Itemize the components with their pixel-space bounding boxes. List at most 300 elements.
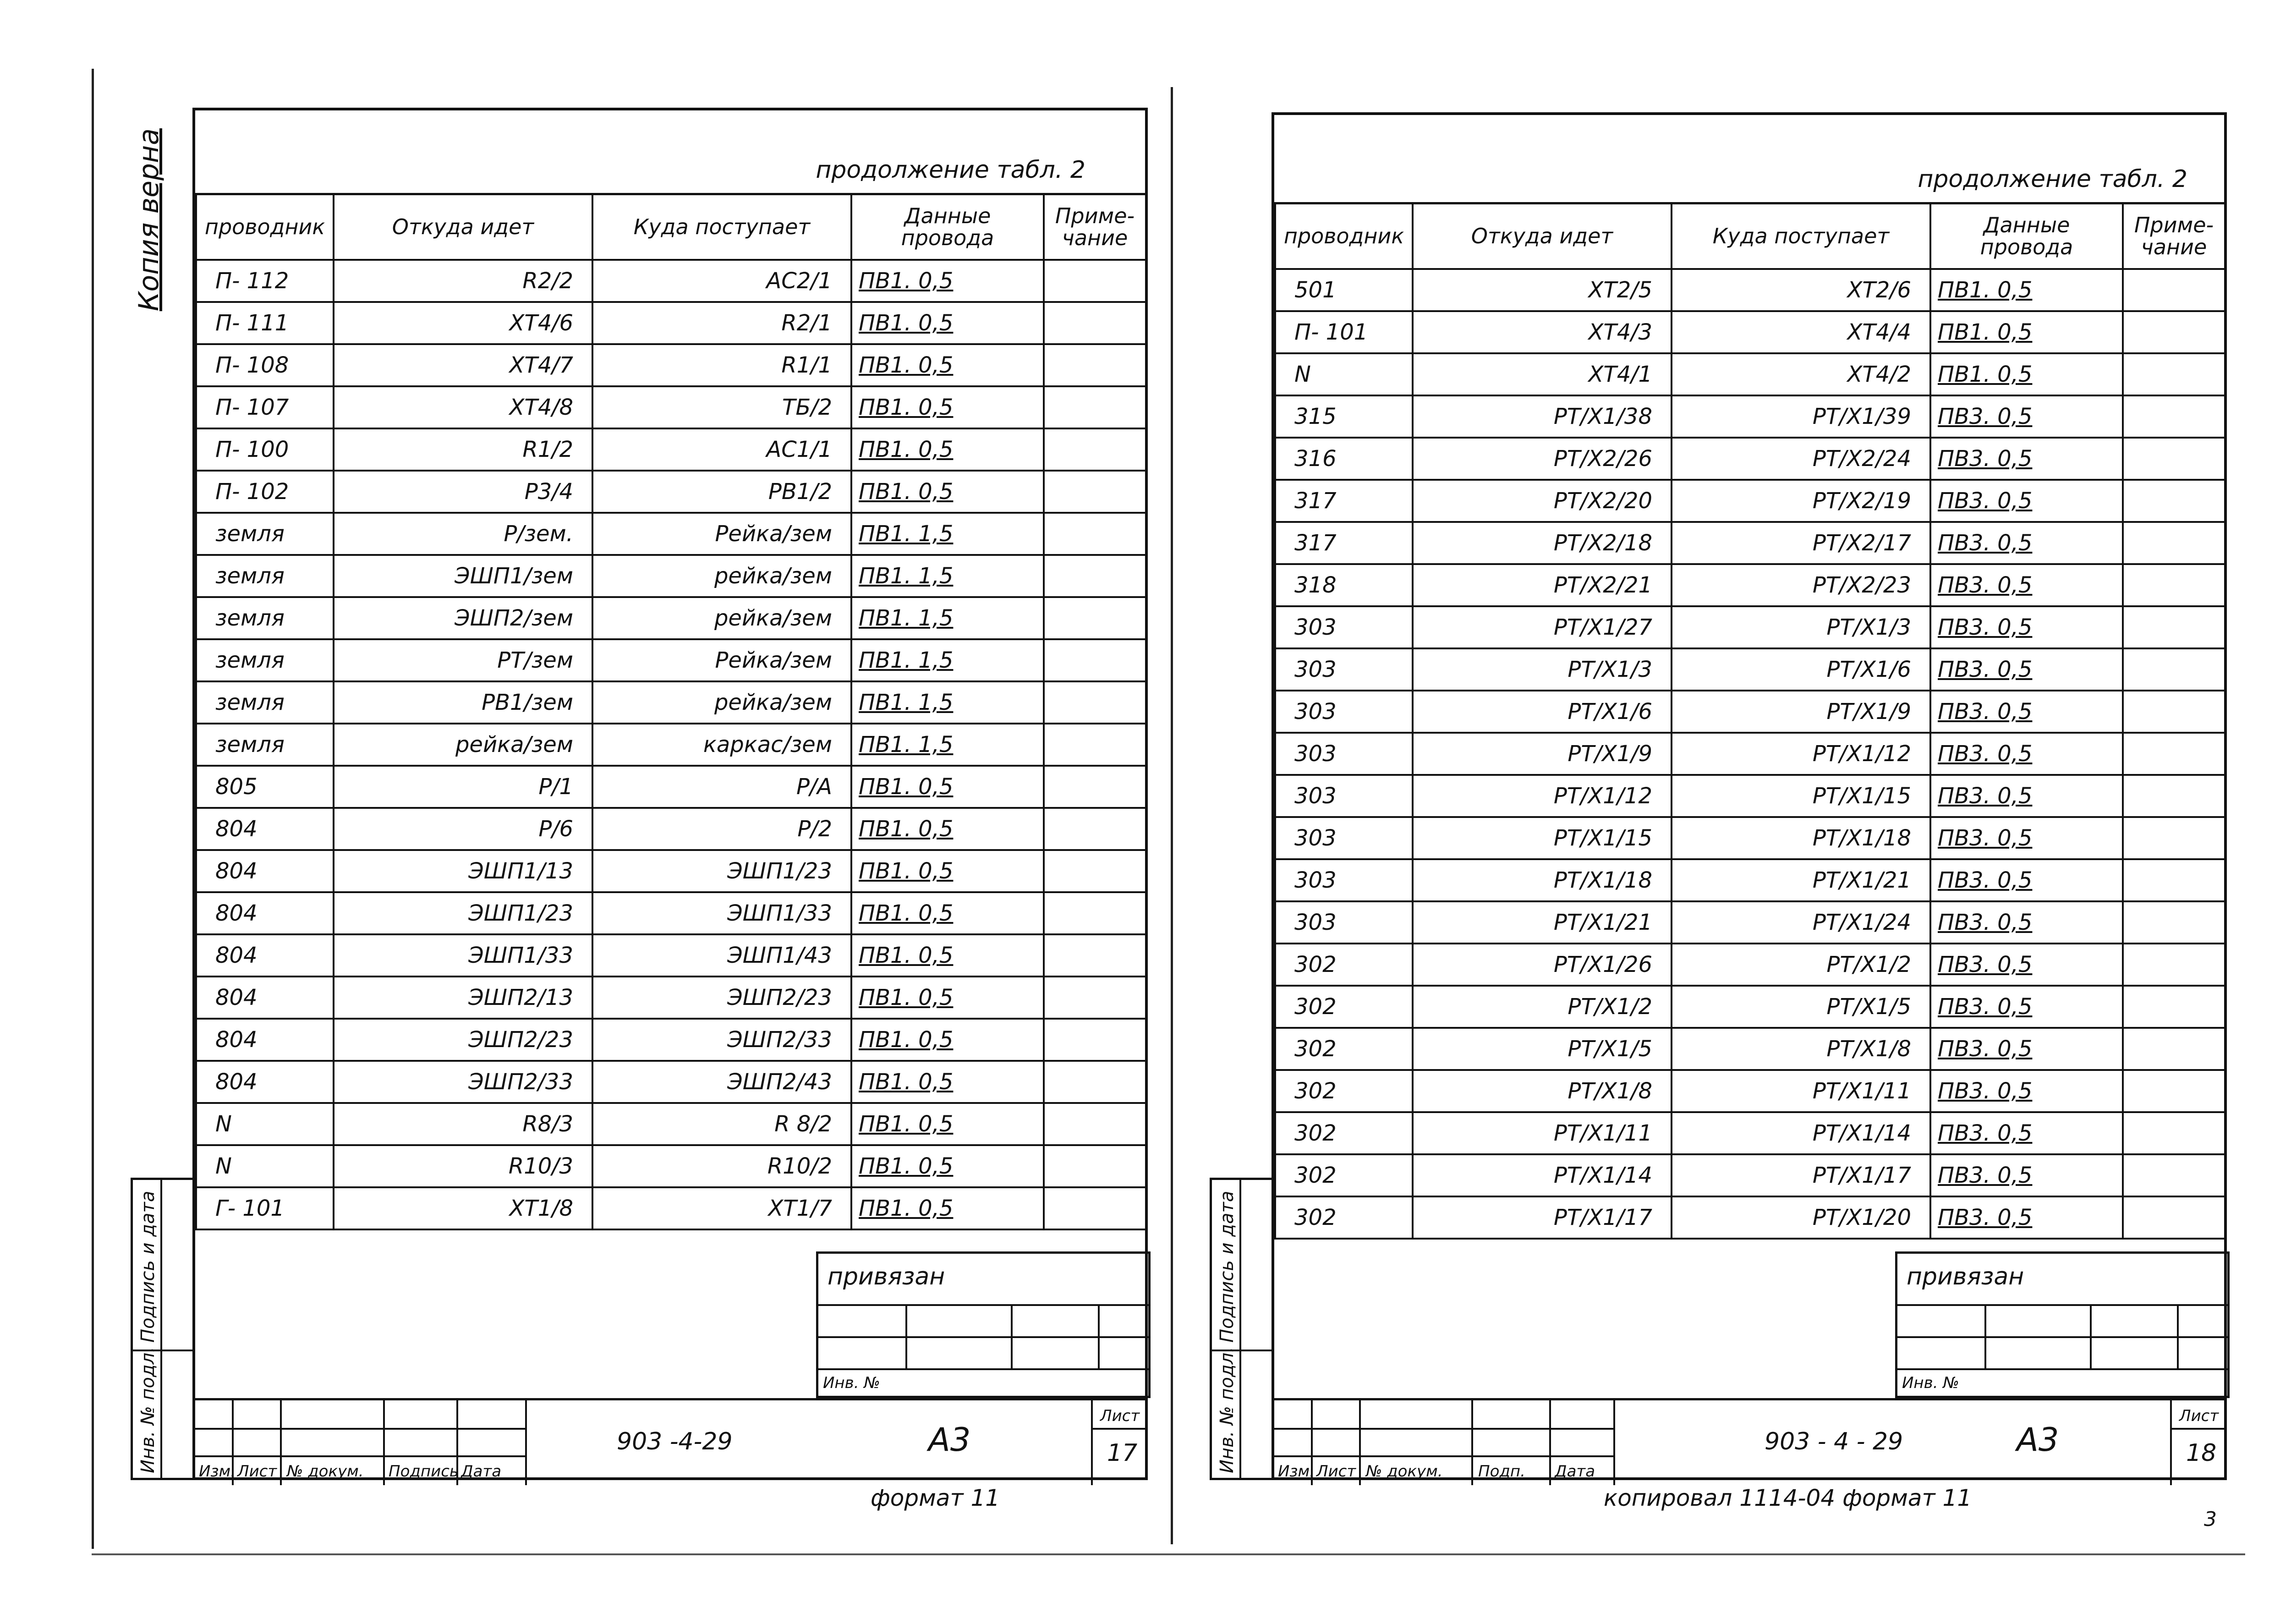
cell-wire-data: ПВ1. 0,5 xyxy=(851,1019,1044,1061)
cell-note xyxy=(1044,302,1146,344)
cell-note xyxy=(2123,986,2225,1028)
cell-wire-data: ПВ1. 1,5 xyxy=(851,681,1044,724)
left-side-label-inv: Инв. № подл. xyxy=(137,1347,159,1473)
cell-note xyxy=(2123,522,2225,564)
cell-from: P3/4 xyxy=(334,471,592,513)
cell-to: PT/X2/19 xyxy=(1672,480,1930,522)
cell-from: PT/X1/18 xyxy=(1413,859,1672,901)
cell-note xyxy=(1044,513,1146,555)
cell-from: PT/X1/2 xyxy=(1413,986,1672,1028)
right-side-label-inv: Инв. № подл. xyxy=(1217,1347,1238,1473)
cell-wire-data: ПВ3. 0,5 xyxy=(1930,1070,2123,1112)
left-wire-table xyxy=(195,193,1147,1230)
cell-note xyxy=(1044,808,1146,850)
cell-to: PT/X1/12 xyxy=(1672,733,1930,775)
cell-to: PT/X1/15 xyxy=(1672,775,1930,817)
cell-conductor: 318 xyxy=(1275,564,1413,606)
cell-to: PT/X1/20 xyxy=(1672,1196,1930,1239)
cell-note xyxy=(1044,471,1146,513)
cell-conductor: 302 xyxy=(1275,1196,1413,1239)
table-row xyxy=(196,1061,1146,1103)
cell-from: PT/X1/9 xyxy=(1413,733,1672,775)
right-stamp-col-doc: № докум. xyxy=(1366,1462,1443,1481)
cell-note xyxy=(2123,901,2225,944)
cell-to: XT1/7 xyxy=(592,1187,851,1229)
cell-to: PT/X1/6 xyxy=(1672,648,1930,691)
cell-wire-data: ПВ1. 0,5 xyxy=(851,934,1044,977)
right-format-note: копировал 1114-04 формат 11 xyxy=(1604,1485,1972,1511)
table-row xyxy=(1275,1070,2225,1112)
cell-from: PT/X2/21 xyxy=(1413,564,1672,606)
cell-note xyxy=(1044,344,1146,386)
right-sheet xyxy=(1272,112,2227,1480)
cell-to: PT/X1/17 xyxy=(1672,1154,1930,1196)
cell-conductor: 303 xyxy=(1275,606,1413,648)
cell-wire-data: ПВ3. 0,5 xyxy=(1930,901,2123,944)
cell-note xyxy=(1044,428,1146,471)
copy-verified-note: Копия верна xyxy=(133,128,165,312)
cell-conductor: 303 xyxy=(1275,648,1413,691)
cell-wire-data: ПВ3. 0,5 xyxy=(1930,648,2123,691)
left-side-label-sign: Подпись и дата xyxy=(137,1191,159,1343)
header-note: Приме-чание xyxy=(1044,194,1146,260)
cell-to: PT/X1/24 xyxy=(1672,901,1930,944)
cell-from: PT/X2/26 xyxy=(1413,438,1672,480)
right-continuation-label: продолжение табл. 2 xyxy=(1918,165,2187,193)
table-row xyxy=(1275,269,2225,311)
cell-conductor: земля xyxy=(196,639,334,681)
cell-from: R1/2 xyxy=(334,428,592,471)
cell-from: XT2/5 xyxy=(1413,269,1672,311)
right-side-stamp xyxy=(1210,1178,1272,1480)
cell-to: ЭШП1/23 xyxy=(592,850,851,892)
left-bound-box xyxy=(816,1251,1151,1398)
cell-wire-data: ПВ1. 0,5 xyxy=(1930,353,2123,395)
cell-to: PT/X1/18 xyxy=(1672,817,1930,859)
cell-from: PT/X1/26 xyxy=(1413,944,1672,986)
cell-from: PT/X1/27 xyxy=(1413,606,1672,648)
cell-to: PT/X1/21 xyxy=(1672,859,1930,901)
table-row xyxy=(196,1187,1146,1229)
cell-conductor: 804 xyxy=(196,934,334,977)
cell-note xyxy=(1044,1061,1146,1103)
cell-note xyxy=(2123,1154,2225,1196)
cell-note xyxy=(1044,555,1146,597)
cell-conductor: П- 107 xyxy=(196,386,334,428)
cell-to: XT2/6 xyxy=(1672,269,1930,311)
cell-to: PT/X2/23 xyxy=(1672,564,1930,606)
cell-note xyxy=(2123,1028,2225,1070)
cell-conductor: земля xyxy=(196,724,334,766)
cell-note xyxy=(2123,395,2225,438)
cell-from: PT/X1/5 xyxy=(1413,1028,1672,1070)
cell-wire-data: ПВ3. 0,5 xyxy=(1930,480,2123,522)
cell-to: рейка/зем xyxy=(592,681,851,724)
right-bound-box xyxy=(1895,1251,2230,1398)
cell-from: PB1/зем xyxy=(334,681,592,724)
cell-conductor: 317 xyxy=(1275,522,1413,564)
header-note: Приме-чание xyxy=(2123,203,2225,269)
table-row xyxy=(1275,564,2225,606)
cell-wire-data: ПВ1. 1,5 xyxy=(851,555,1044,597)
cell-note xyxy=(2123,353,2225,395)
cell-note xyxy=(1044,386,1146,428)
cell-note xyxy=(2123,606,2225,648)
cell-wire-data: ПВ1. 0,5 xyxy=(851,344,1044,386)
left-stamp-col-izm: Изм. xyxy=(199,1462,236,1481)
right-stamp-col-list: Лист xyxy=(1316,1462,1356,1481)
table-row xyxy=(1275,944,2225,986)
table-row xyxy=(196,386,1146,428)
table-row xyxy=(1275,817,2225,859)
table-row xyxy=(1275,311,2225,353)
cell-wire-data: ПВ1. 1,5 xyxy=(851,597,1044,639)
left-format-note: формат 11 xyxy=(871,1485,1000,1511)
header-wire-data: Данные провода xyxy=(1930,203,2123,269)
cell-conductor: 804 xyxy=(196,850,334,892)
cell-to: каркас/зем xyxy=(592,724,851,766)
left-scan-edge xyxy=(92,69,94,1549)
cell-wire-data: ПВ1. 0,5 xyxy=(851,471,1044,513)
cell-from: PT/X1/15 xyxy=(1413,817,1672,859)
cell-from: XT4/6 xyxy=(334,302,592,344)
cell-wire-data: ПВ1. 0,5 xyxy=(851,977,1044,1019)
table-row xyxy=(1275,606,2225,648)
cell-wire-data: ПВ3. 0,5 xyxy=(1930,606,2123,648)
table-row xyxy=(196,471,1146,513)
cell-conductor: 501 xyxy=(1275,269,1413,311)
left-stamp-col-date: Дата xyxy=(461,1462,502,1481)
cell-from: PT/X1/21 xyxy=(1413,901,1672,944)
cell-note xyxy=(2123,691,2225,733)
cell-conductor: 303 xyxy=(1275,691,1413,733)
right-stamp-col-sign: Подп. xyxy=(1478,1462,1525,1481)
cell-wire-data: ПВ1. 1,5 xyxy=(851,513,1044,555)
cell-note xyxy=(2123,438,2225,480)
cell-wire-data: ПВ1. 0,5 xyxy=(851,428,1044,471)
right-format-code: А3 xyxy=(2017,1421,2059,1459)
cell-wire-data: ПВ3. 0,5 xyxy=(1930,733,2123,775)
table-row xyxy=(196,1145,1146,1187)
cell-to: PT/X1/39 xyxy=(1672,395,1930,438)
cell-to: PB1/2 xyxy=(592,471,851,513)
header-to: Куда поступает xyxy=(592,194,851,260)
right-stamp-col-date: Дата xyxy=(1555,1462,1595,1481)
table-row xyxy=(196,1019,1146,1061)
table-row xyxy=(1275,1196,2225,1239)
left-sheet-number: 17 xyxy=(1107,1439,1138,1467)
table-row xyxy=(1275,691,2225,733)
cell-from: R2/2 xyxy=(334,260,592,302)
table-row xyxy=(196,555,1146,597)
cell-from: PT/X2/18 xyxy=(1413,522,1672,564)
cell-wire-data: ПВ1. 0,5 xyxy=(851,1061,1044,1103)
cell-note xyxy=(2123,269,2225,311)
header-from: Откуда идет xyxy=(334,194,592,260)
cell-note xyxy=(1044,724,1146,766)
cell-from: PT/X1/8 xyxy=(1413,1070,1672,1112)
table-row xyxy=(1275,733,2225,775)
cell-from: ЭШП1/13 xyxy=(334,850,592,892)
cell-wire-data: ПВ1. 0,5 xyxy=(851,766,1044,808)
cell-to: AC1/1 xyxy=(592,428,851,471)
cell-from: ЭШП2/23 xyxy=(334,1019,592,1061)
cell-wire-data: ПВ3. 0,5 xyxy=(1930,1154,2123,1196)
cell-note xyxy=(1044,766,1146,808)
cell-to: PT/X1/3 xyxy=(1672,606,1930,648)
cell-wire-data: ПВ3. 0,5 xyxy=(1930,522,2123,564)
cell-to: P/A xyxy=(592,766,851,808)
cell-from: ЭШП1/23 xyxy=(334,892,592,934)
cell-wire-data: ПВ3. 0,5 xyxy=(1930,564,2123,606)
cell-note xyxy=(1044,850,1146,892)
table-row xyxy=(1275,1028,2225,1070)
cell-wire-data: ПВ3. 0,5 xyxy=(1930,859,2123,901)
cell-note xyxy=(1044,892,1146,934)
left-stamp-col-doc: № докум. xyxy=(287,1462,364,1481)
table-row xyxy=(196,302,1146,344)
right-title-band xyxy=(1274,115,2224,204)
left-bound-label: привязан xyxy=(828,1263,945,1290)
table-row xyxy=(1275,775,2225,817)
cell-wire-data: ПВ1. 0,5 xyxy=(1930,269,2123,311)
left-inv-label: Инв. № xyxy=(823,1374,880,1392)
cell-wire-data: ПВ1. 0,5 xyxy=(851,808,1044,850)
cell-note xyxy=(1044,597,1146,639)
cell-to: рейка/зем xyxy=(592,597,851,639)
table-row xyxy=(196,344,1146,386)
cell-to: PT/X1/14 xyxy=(1672,1112,1930,1154)
cell-conductor: 316 xyxy=(1275,438,1413,480)
left-header-row xyxy=(196,194,1146,260)
cell-wire-data: ПВ1. 0,5 xyxy=(851,1103,1044,1145)
cell-from: PT/X2/20 xyxy=(1413,480,1672,522)
cell-to: ЭШП1/33 xyxy=(592,892,851,934)
cell-from: ЭШП2/13 xyxy=(334,977,592,1019)
cell-from: ЭШП2/зем xyxy=(334,597,592,639)
cell-wire-data: ПВ1. 0,5 xyxy=(851,302,1044,344)
cell-conductor: земля xyxy=(196,597,334,639)
cell-to: P/2 xyxy=(592,808,851,850)
cell-conductor: 804 xyxy=(196,1019,334,1061)
cell-to: ЭШП1/43 xyxy=(592,934,851,977)
cell-to: ЭШП2/43 xyxy=(592,1061,851,1103)
cell-conductor: П- 112 xyxy=(196,260,334,302)
cell-to: PT/X1/5 xyxy=(1672,986,1930,1028)
cell-from: PT/X1/11 xyxy=(1413,1112,1672,1154)
table-row xyxy=(196,260,1146,302)
cell-from: PT/X1/14 xyxy=(1413,1154,1672,1196)
cell-conductor: 303 xyxy=(1275,775,1413,817)
cell-conductor: 302 xyxy=(1275,1154,1413,1196)
cell-note xyxy=(1044,639,1146,681)
right-sheet-label: Лист xyxy=(2179,1407,2219,1425)
cell-to: R2/1 xyxy=(592,302,851,344)
cell-wire-data: ПВ1. 0,5 xyxy=(851,892,1044,934)
cell-from: XT4/1 xyxy=(1413,353,1672,395)
cell-wire-data: ПВ3. 0,5 xyxy=(1930,691,2123,733)
cell-conductor: 303 xyxy=(1275,859,1413,901)
cell-from: PT/X1/17 xyxy=(1413,1196,1672,1239)
cell-wire-data: ПВ1. 0,5 xyxy=(851,850,1044,892)
cell-note xyxy=(2123,311,2225,353)
cell-from: PT/X1/38 xyxy=(1413,395,1672,438)
cell-note xyxy=(2123,733,2225,775)
left-side-stamp xyxy=(131,1178,192,1480)
header-wire-data: Данные провода xyxy=(851,194,1044,260)
cell-to: R 8/2 xyxy=(592,1103,851,1145)
right-sheet-number: 18 xyxy=(2186,1439,2217,1467)
table-row xyxy=(196,808,1146,850)
cell-to: Рейка/зем xyxy=(592,513,851,555)
cell-wire-data: ПВ1. 0,5 xyxy=(851,1145,1044,1187)
cell-conductor: земля xyxy=(196,555,334,597)
cell-wire-data: ПВ3. 0,5 xyxy=(1930,395,2123,438)
cell-wire-data: ПВ3. 0,5 xyxy=(1930,1112,2123,1154)
left-stamp-col-sign: Подпись xyxy=(389,1462,459,1481)
cell-note xyxy=(2123,564,2225,606)
right-header-row xyxy=(1275,203,2225,269)
cell-conductor: 303 xyxy=(1275,901,1413,944)
cell-from: ЭШП1/зем xyxy=(334,555,592,597)
cell-conductor: 804 xyxy=(196,892,334,934)
cell-to: R1/1 xyxy=(592,344,851,386)
cell-from: XT4/3 xyxy=(1413,311,1672,353)
cell-to: AC2/1 xyxy=(592,260,851,302)
cell-conductor: П- 111 xyxy=(196,302,334,344)
cell-note xyxy=(1044,1019,1146,1061)
cell-note xyxy=(2123,944,2225,986)
cell-conductor: Г- 101 xyxy=(196,1187,334,1229)
table-row xyxy=(1275,986,2225,1028)
bottom-scan-edge xyxy=(92,1553,2245,1555)
left-continuation-label: продолжение табл. 2 xyxy=(816,156,1085,184)
cell-conductor: П- 100 xyxy=(196,428,334,471)
cell-from: XT4/8 xyxy=(334,386,592,428)
cell-conductor: 317 xyxy=(1275,480,1413,522)
cell-wire-data: ПВ3. 0,5 xyxy=(1930,1028,2123,1070)
cell-from: PT/X1/12 xyxy=(1413,775,1672,817)
right-table-body xyxy=(1275,269,2225,1239)
cell-note xyxy=(2123,859,2225,901)
cell-from: PT/зем xyxy=(334,639,592,681)
cell-wire-data: ПВ1. 1,5 xyxy=(851,724,1044,766)
cell-from: ЭШП1/33 xyxy=(334,934,592,977)
table-row xyxy=(196,681,1146,724)
right-doc-code: 903 - 4 - 29 xyxy=(1765,1428,1903,1455)
header-conductor: проводник xyxy=(1275,203,1413,269)
cell-conductor: 302 xyxy=(1275,1070,1413,1112)
cell-note xyxy=(2123,775,2225,817)
left-title-band xyxy=(195,110,1145,195)
cell-conductor: земля xyxy=(196,681,334,724)
left-stamp-col-list: Лист xyxy=(237,1462,277,1481)
cell-note xyxy=(2123,480,2225,522)
cell-from: ЭШП2/33 xyxy=(334,1061,592,1103)
cell-wire-data: ПВ1. 0,5 xyxy=(851,260,1044,302)
cell-conductor: 805 xyxy=(196,766,334,808)
cell-conductor: П- 102 xyxy=(196,471,334,513)
cell-conductor: N xyxy=(1275,353,1413,395)
table-row xyxy=(196,892,1146,934)
cell-conductor: 302 xyxy=(1275,986,1413,1028)
table-row xyxy=(196,934,1146,977)
cell-to: ЭШП2/33 xyxy=(592,1019,851,1061)
cell-wire-data: ПВ3. 0,5 xyxy=(1930,438,2123,480)
table-row xyxy=(196,724,1146,766)
right-title-block xyxy=(1274,1398,2224,1485)
cell-note xyxy=(2123,1112,2225,1154)
cell-to: PT/X1/2 xyxy=(1672,944,1930,986)
cell-note xyxy=(1044,1103,1146,1145)
cell-to: PT/X1/8 xyxy=(1672,1028,1930,1070)
table-row xyxy=(1275,353,2225,395)
right-wire-table xyxy=(1274,202,2226,1240)
table-row xyxy=(196,513,1146,555)
cell-conductor: 303 xyxy=(1275,817,1413,859)
cell-note xyxy=(1044,260,1146,302)
table-row xyxy=(1275,1154,2225,1196)
cell-to: рейка/зем xyxy=(592,555,851,597)
right-side-label-sign: Подпись и дата xyxy=(1217,1191,1238,1343)
cell-conductor: П- 108 xyxy=(196,344,334,386)
cell-from: P/1 xyxy=(334,766,592,808)
header-conductor: проводник xyxy=(196,194,334,260)
table-row xyxy=(196,850,1146,892)
cell-conductor: 302 xyxy=(1275,944,1413,986)
cell-from: R10/3 xyxy=(334,1145,592,1187)
cell-to: ТБ/2 xyxy=(592,386,851,428)
cell-from: PT/X1/6 xyxy=(1413,691,1672,733)
table-row xyxy=(196,977,1146,1019)
cell-from: XT4/7 xyxy=(334,344,592,386)
cell-conductor: 315 xyxy=(1275,395,1413,438)
cell-wire-data: ПВ1. 0,5 xyxy=(1930,311,2123,353)
right-inv-label: Инв. № xyxy=(1902,1374,1959,1392)
table-row xyxy=(196,428,1146,471)
cell-from: рейка/зем xyxy=(334,724,592,766)
table-row xyxy=(1275,859,2225,901)
center-fold xyxy=(1171,87,1173,1544)
cell-wire-data: ПВ3. 0,5 xyxy=(1930,986,2123,1028)
cell-conductor: N xyxy=(196,1145,334,1187)
cell-note xyxy=(1044,681,1146,724)
cell-to: ЭШП2/23 xyxy=(592,977,851,1019)
table-row xyxy=(1275,438,2225,480)
cell-wire-data: ПВ3. 0,5 xyxy=(1930,1196,2123,1239)
table-row xyxy=(1275,648,2225,691)
table-row xyxy=(196,766,1146,808)
left-sheet-label: Лист xyxy=(1100,1407,1140,1425)
cell-wire-data: ПВ1. 0,5 xyxy=(851,1187,1044,1229)
cell-wire-data: ПВ1. 0,5 xyxy=(851,386,1044,428)
cell-note xyxy=(1044,1187,1146,1229)
cell-to: XT4/2 xyxy=(1672,353,1930,395)
header-from: Откуда идет xyxy=(1413,203,1672,269)
cell-conductor: 302 xyxy=(1275,1112,1413,1154)
cell-from: R8/3 xyxy=(334,1103,592,1145)
right-bound-label: привязан xyxy=(1907,1263,2024,1290)
cell-conductor: 804 xyxy=(196,808,334,850)
cell-note xyxy=(1044,934,1146,977)
header-to: Куда поступает xyxy=(1672,203,1930,269)
cell-wire-data: ПВ3. 0,5 xyxy=(1930,944,2123,986)
cell-note xyxy=(2123,817,2225,859)
left-doc-code: 903 -4-29 xyxy=(617,1428,733,1455)
left-title-block xyxy=(195,1398,1145,1485)
cell-note xyxy=(2123,1070,2225,1112)
cell-note xyxy=(1044,1145,1146,1187)
